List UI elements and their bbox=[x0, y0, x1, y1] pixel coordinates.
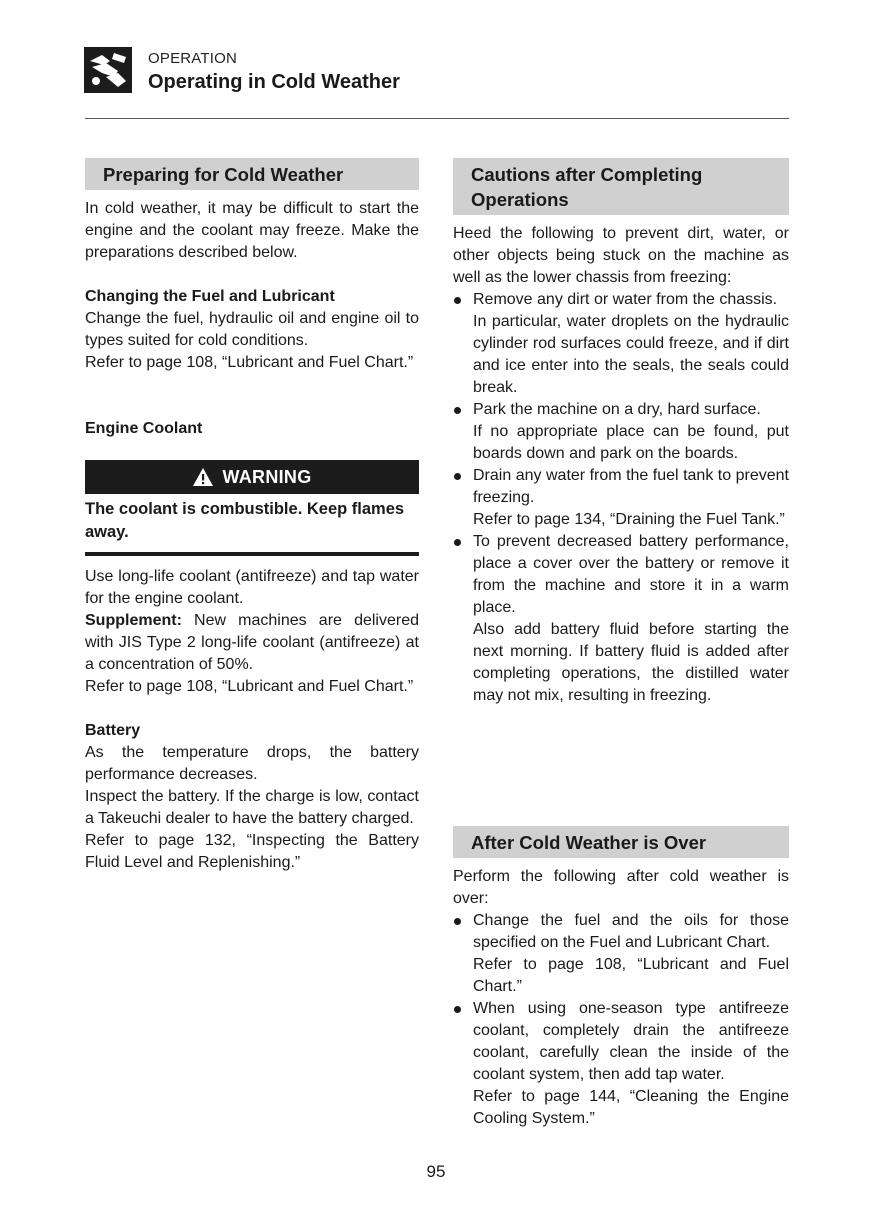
list-item: Park the machine on a dry, hard surface. If no appropriate place can be found, put boards down and park on the boards. bbox=[453, 399, 789, 465]
fuel-subheading: Changing the Fuel and Lubricant bbox=[85, 288, 335, 305]
fuel-text: Change the fuel, hydraulic oil and engine oil to types suited for cold conditions. bbox=[85, 310, 419, 349]
fuel-reference: Refer to page 108, “Lubricant and Fuel Chart.” bbox=[85, 354, 414, 371]
after-list bbox=[453, 910, 789, 1130]
battery-reference: Refer to page 132, “Inspecting the Battery Fluid Level and Replenishing.” bbox=[85, 832, 419, 871]
list-item: Drain any water from the fuel tank to prevent freezing. Refer to page 134, “Draining the Fuel Tank.” bbox=[453, 465, 789, 531]
battery-text-2: Inspect the battery. If the charge is low, contact a Takeuchi dealer to have the battery charged. bbox=[85, 788, 419, 827]
list-item: When using one-season type antifreeze coolant, completely drain the antifreeze coolant, carefully clean the inside of the coolant system, then add tap water. Refer to page 144, “Cleaning the Engine Cooling System.” bbox=[453, 998, 789, 1130]
right-column bbox=[453, 158, 789, 707]
operation-icon bbox=[84, 47, 132, 93]
list-item: Remove any dirt or water from the chassis. In particular, water droplets on the hydraulic cylinder rod surfaces could freeze, and if dirt and ice enter into the seals, the seals could break. bbox=[453, 289, 789, 399]
warning-divider bbox=[85, 552, 419, 556]
battery-subheading: Battery bbox=[85, 722, 141, 739]
coolant-text: Use long-life coolant (antifreeze) and tap water for the engine coolant. bbox=[85, 568, 419, 607]
warning-banner bbox=[85, 460, 419, 494]
coolant-reference: Refer to page 108, “Lubricant and Fuel Chart.” bbox=[85, 678, 414, 695]
header-divider bbox=[85, 118, 789, 119]
section-heading-preparing: Preparing for Cold Weather bbox=[85, 158, 419, 190]
supplement-paragraph bbox=[85, 610, 419, 676]
coolant-subheading: Engine Coolant bbox=[85, 420, 203, 437]
section-label: OPERATION bbox=[148, 50, 238, 67]
supplement-text: New machines are delivered with JIS Type 2 long-life coolant (antifreeze) at a concentration of 50%. bbox=[85, 612, 419, 673]
supplement-label: Supplement: bbox=[85, 612, 182, 629]
after-cold-section bbox=[453, 826, 789, 1130]
after-intro: Perform the following after cold weather is over: bbox=[453, 868, 789, 907]
list-item: Change the fuel and the oils for those specified on the Fuel and Lubricant Chart. Refer to page 108, “Lubricant and Fuel Chart.” bbox=[453, 910, 789, 998]
section-heading-cautions: Cautions after Completing Operations bbox=[453, 158, 789, 215]
section-heading-after: After Cold Weather is Over bbox=[453, 826, 789, 858]
battery-text-1: As the temperature drops, the battery performance decreases. bbox=[85, 744, 419, 783]
cautions-intro: Heed the following to prevent dirt, water, or other objects being stuck on the machine as well as the lower chassis from freezing: bbox=[453, 225, 789, 286]
page-title: Operating in Cold Weather bbox=[148, 71, 400, 93]
left-column bbox=[85, 158, 419, 874]
cautions-list bbox=[453, 289, 789, 707]
warning-label: WARNING bbox=[222, 467, 312, 487]
page-number: 95 bbox=[426, 1162, 446, 1181]
warning-triangle-icon bbox=[192, 467, 214, 487]
list-item: To prevent decreased battery performance, place a cover over the battery or remove it from the machine and store it in a warm place. Also add battery fluid before starting the next morning. If battery fluid is added after completing operations, the distilled water may not mix, resulting in freezing. bbox=[453, 531, 789, 707]
preparing-intro: In cold weather, it may be difficult to start the engine and the coolant may freeze. Make the preparations described below. bbox=[85, 200, 419, 261]
warning-text: The coolant is combustible. Keep flames away. bbox=[85, 500, 405, 541]
